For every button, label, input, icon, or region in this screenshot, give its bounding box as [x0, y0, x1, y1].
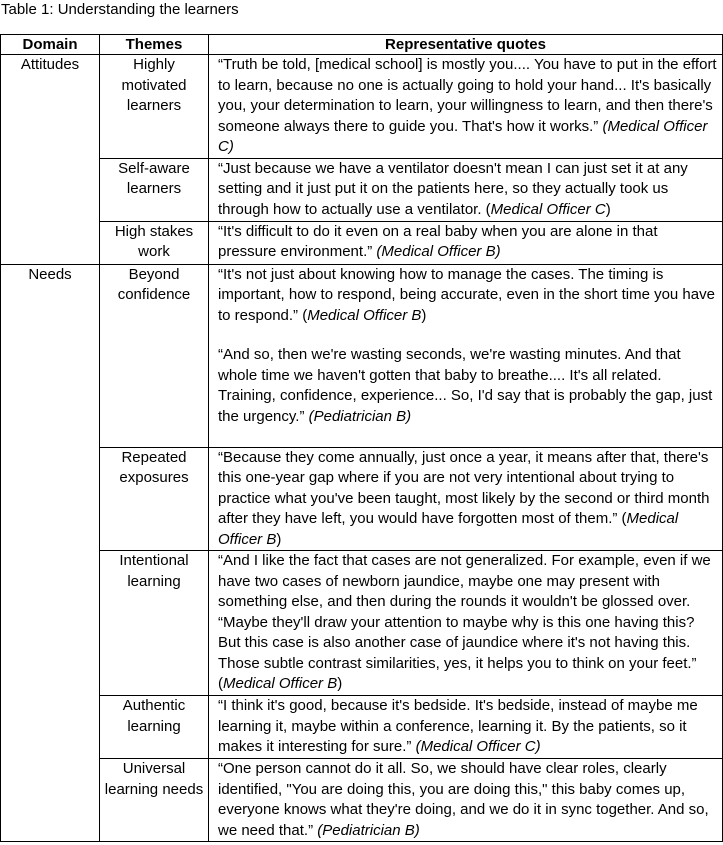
quote-source: (Medical Officer C)	[415, 738, 541, 755]
quote-paragraph	[218, 55, 718, 158]
table-row	[1, 158, 723, 221]
quote-tail: )	[605, 200, 611, 218]
quote-source: Medical Officer B	[307, 306, 422, 324]
table-row	[1, 551, 723, 696]
domain-cell-attitudes: Attitudes	[1, 55, 100, 265]
quote-text: “Just because we have a ventilator doesn't mean I can just set it at any setting and it just put it on the patients here, so they actually took us through how to actually use a ventilator. (	[218, 159, 688, 218]
quote-paragraph	[218, 696, 718, 758]
quote-paragraph	[218, 551, 718, 695]
theme-cell: Highly motivated learners	[100, 55, 209, 159]
quote-paragraph	[218, 159, 718, 221]
quote-source: Medical Officer C	[490, 200, 606, 218]
quote-text: “It's difficult to do it even on a real baby when you are alone in that pressure environment.”	[218, 222, 658, 260]
quote-source: (Medical Officer B)	[376, 243, 501, 260]
quote-paragraph	[218, 448, 718, 551]
quote-text: “It's not just about knowing how to manage the cases. The timing is important, how to respond, being accurate, even in the short time you have to respond.” (	[218, 265, 715, 324]
quote-paragraph	[218, 345, 718, 427]
quote-text: “And I like the fact that cases are not generalized. For example, even if we have two cases of newborn jaundice, maybe one may present with something else, and then during the rounds it wouldn't be glossed over. “Maybe they'll draw your attention to maybe why is this one having this? But this case is also another case of jaundice where it's not having this. Those subtle contrast similarities, yes, it helps you to think on your feet.” (	[218, 552, 711, 692]
quote-paragraph	[218, 222, 718, 263]
quote-paragraph	[218, 265, 718, 327]
table-caption: Table 1: Understanding the learners	[1, 1, 239, 18]
quote-source: (Medical Officer C)	[218, 117, 708, 155]
table-row	[1, 55, 723, 159]
header-domain: Domain	[1, 35, 100, 55]
theme-cell: High stakes work	[100, 221, 209, 264]
quote-cell	[209, 759, 723, 842]
quote-text: “Because they come annually, just once a year, it means after that, there's this one-year gap where if you are not very intentional about trying to practice what you've been taught, most likely by the second or third month after they have left, you would have forgotten most of them.” (	[218, 448, 710, 527]
header-row	[1, 35, 723, 55]
quote-text: “Truth be told, [medical school] is mostly you.... You have to put in the effort to learn, because no one is actually going to hold your hand... It's basically you, your determination to learn, your willingness to learn, and then there's someone always there to guide you. That's how it works.”	[218, 56, 717, 135]
theme-cell: Beyond confidence	[100, 264, 209, 447]
quote-tail: )	[421, 306, 427, 324]
quote-paragraph	[218, 759, 718, 841]
theme-cell: Authentic learning	[100, 696, 209, 759]
quote-cell	[209, 696, 723, 759]
domain-cell-needs: Needs	[1, 264, 100, 842]
quote-tail: )	[276, 530, 282, 548]
quote-cell	[209, 264, 723, 447]
table-row	[1, 264, 723, 447]
learners-table	[0, 34, 723, 842]
quote-text: “I think it's good, because it's bedside. It's bedside, instead of maybe me learning it, maybe within a conference, learning it. By the patients, so it makes it interesting for sure.”	[218, 697, 698, 755]
quote-source: (Pediatrician B)	[317, 821, 420, 839]
quote-source: (Pediatrician B)	[308, 407, 412, 425]
theme-cell: Intentional learning	[100, 551, 209, 696]
header-quotes: Representative quotes	[209, 35, 723, 55]
header-themes: Themes	[100, 35, 209, 55]
theme-cell: Self-aware learners	[100, 158, 209, 221]
quote-cell	[209, 55, 723, 159]
quote-text: “And so, then we're wasting seconds, we're wasting minutes. And that whole time we haven't gotten that baby to breathe.... It's all related. Training, confidence, experience... So, I'd say that is probably the gap, just the urgency.”	[218, 346, 713, 425]
quote-cell	[209, 447, 723, 551]
quote-source: Medical Officer B	[218, 510, 679, 548]
table-row	[1, 447, 723, 551]
quote-cell	[209, 221, 723, 264]
quote-cell	[209, 158, 723, 221]
quote-text: “One person cannot do it all. So, we should have clear roles, clearly identified, "You are doing this, you are doing this," this baby comes up, everyone knows what they're doing, and we do it in sync together. And so, we need that.”	[218, 760, 709, 839]
theme-cell: Universal learning needs	[100, 759, 209, 842]
table-row	[1, 221, 723, 264]
table-row	[1, 759, 723, 842]
quote-source: Medical Officer B	[223, 675, 338, 692]
quote-tail: )	[337, 675, 343, 692]
table-row	[1, 696, 723, 759]
quote-cell	[209, 551, 723, 696]
theme-cell: Repeated exposures	[100, 447, 209, 551]
